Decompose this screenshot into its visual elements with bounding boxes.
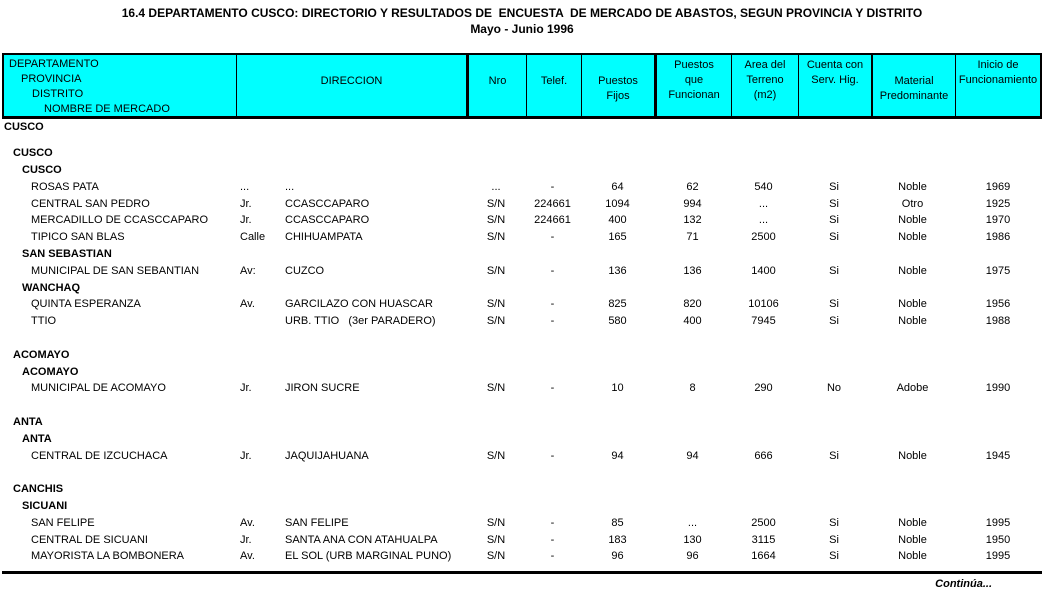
cell-nro: S/N [486,231,506,244]
cell-market-name: TIPICO SAN BLAS [31,231,125,244]
cell-nro: S/N [486,382,506,395]
cell-via: Av. [240,298,255,311]
district-row [2,162,1042,179]
cell-puestos-funcionan: 994 [683,197,702,210]
report-title: 16.4 DEPARTAMENTO CUSCO: DIRECTORIO Y RESULTADOS DE ENCUESTA DE MERCADO DE ABASTOS, SEGUN PROVINCIA Y DISTRITO [121,6,923,20]
cell-via: Jr. [240,197,252,210]
cell-area-terreno: 10106 [748,298,779,311]
cell-puestos-fijos: 183 [608,533,627,546]
cell-serv-hig: Si [829,315,839,328]
bottom-rule [2,571,1042,574]
col-header-area-terreno: Area del Terreno (m2) [732,55,799,116]
cell-inicio: 1925 [985,197,1011,210]
department-label: CUSCO [4,121,44,134]
cell-telef: - [550,315,555,328]
cell-via: Jr. [240,449,252,462]
cell-telef: - [550,550,555,563]
cell-area-terreno: 2500 [751,231,776,244]
cell-material: Noble [898,231,927,244]
cell-puestos-funcionan: 96 [686,550,699,563]
cell-street: CCASCCAPARO [285,197,370,210]
cell-material: Noble [898,516,927,529]
cell-puestos-funcionan: 71 [686,231,699,244]
col-header-departamento: DEPARTAMENTO [9,58,99,70]
table-row [2,212,1042,229]
cell-inicio: 1970 [985,214,1011,227]
cell-nro: S/N [486,197,506,210]
cell-street: JAQUIJAHUANA [285,449,369,462]
cell-market-name: ROSAS PATA [31,180,99,193]
cell-area-terreno: 1664 [751,550,776,563]
spacer-row [2,464,1042,481]
cell-puestos-funcionan: 8 [689,382,696,395]
cell-area-terreno: 666 [754,449,773,462]
cell-serv-hig: Si [829,533,839,546]
col-header-nro: Nro [469,55,527,116]
cell-area-terreno: 540 [754,180,773,193]
cell-material: Noble [898,449,927,462]
cell-nro: S/N [486,315,506,328]
district-row [2,246,1042,263]
cell-nro: S/N [486,449,506,462]
col-header-puestos-funcionan: Puestos que Funcionan [657,55,732,116]
cell-puestos-funcionan: ... [687,516,698,529]
cell-nro: S/N [486,516,506,529]
table-row [2,229,1042,246]
cell-puestos-funcionan: 136 [683,264,702,277]
cell-area-terreno: 290 [754,382,773,395]
col-header-distrito: DISTRITO [32,88,84,100]
cell-puestos-fijos: 165 [608,231,627,244]
cell-telef: - [550,449,555,462]
cell-via: Av: [240,264,256,277]
province-row [2,346,1042,363]
cell-inicio: 1986 [985,231,1011,244]
cell-puestos-fijos: 10 [611,382,624,395]
col-header-puestos-fijos: Puestos Fijos [582,55,657,116]
col-header-telef: Telef. [527,55,582,116]
cell-material: Noble [898,550,927,563]
cell-inicio: 1956 [985,298,1011,311]
cell-street: GARCILAZO CON HUASCAR [285,298,433,311]
province-label: CANCHIS [13,483,64,496]
cell-inicio: 1945 [985,449,1011,462]
cell-inicio: 1969 [985,180,1011,193]
cell-market-name: MERCADILLO DE CCASCCAPARO [31,214,209,227]
table-body [2,119,1042,565]
cell-puestos-fijos: 94 [611,449,624,462]
cell-serv-hig: Si [829,231,839,244]
cell-telef: - [550,264,555,277]
district-row [2,279,1042,296]
table-row [2,531,1042,548]
cell-street: EL SOL (URB MARGINAL PUNO) [285,550,452,563]
cell-market-name: QUINTA ESPERANZA [31,298,141,311]
cell-telef: - [550,180,555,193]
col-header-provincia: PROVINCIA [21,73,82,85]
cell-nro: S/N [486,264,506,277]
cell-nro: S/N [486,298,506,311]
cell-via: Av. [240,550,255,563]
district-label: SICUANI [22,499,68,512]
cell-puestos-funcionan: 400 [683,315,702,328]
cell-puestos-fijos: 400 [608,214,627,227]
district-row [2,363,1042,380]
continuation-note: Continúa... [935,578,992,590]
cell-puestos-funcionan: 820 [683,298,702,311]
cell-inicio: 1950 [985,533,1011,546]
cell-via: Jr. [240,214,252,227]
table-row [2,262,1042,279]
col-header-serv-hig: Cuenta con Serv. Hig. [799,55,873,116]
table-row [2,548,1042,565]
cell-nro: ... [491,180,501,193]
cell-material: Noble [898,533,927,546]
table-row [2,178,1042,195]
cell-serv-hig: Si [829,214,839,227]
province-label: ACOMAYO [13,348,70,361]
cell-serv-hig: Si [829,298,839,311]
cell-serv-hig: Si [829,516,839,529]
cell-puestos-funcionan: 130 [683,533,702,546]
cell-street: CHIHUAMPATA [285,231,363,244]
cell-nro: S/N [486,214,506,227]
table-row [2,447,1042,464]
province-label: ANTA [13,415,43,428]
cell-area-terreno: 7945 [751,315,776,328]
cell-material: Adobe [896,382,929,395]
spacer-row [2,330,1042,347]
cell-via: Jr. [240,382,252,395]
cell-market-name: MUNICIPAL DE SAN SEBANTIAN [31,264,200,277]
cell-telef: - [550,516,555,529]
cell-material: Noble [898,298,927,311]
cell-street: ... [285,180,295,193]
cell-puestos-fijos: 580 [608,315,627,328]
district-row [2,498,1042,515]
cell-puestos-fijos: 1094 [605,197,630,210]
col-header-nombre-de-mercado: NOMBRE DE MERCADO [44,103,170,115]
district-label: ANTA [22,432,52,445]
province-row [2,414,1042,431]
cell-market-name: TTIO [31,315,57,328]
cell-telef: - [550,533,555,546]
spacer-row [2,397,1042,414]
table-header [2,53,1042,119]
cell-puestos-fijos: 85 [611,516,624,529]
department-row [2,119,1042,136]
cell-market-name: CENTRAL DE SICUANI [31,533,148,546]
table-row [2,514,1042,531]
cell-street: CCASCCAPARO [285,214,370,227]
district-label: WANCHAQ [22,281,81,294]
cell-market-name: MAYORISTA LA BOMBONERA [31,550,185,563]
cell-material: Noble [898,315,927,328]
cell-serv-hig: Si [829,180,839,193]
cell-material: Noble [898,214,927,227]
cell-street: SAN FELIPE [285,516,349,529]
cell-inicio: 1995 [985,516,1011,529]
cell-inicio: 1975 [985,264,1011,277]
district-label: CUSCO [22,163,62,176]
cell-puestos-funcionan: 62 [686,180,699,193]
cell-puestos-fijos: 96 [611,550,624,563]
district-label: SAN SEBASTIAN [22,247,112,260]
table-row [2,313,1042,330]
cell-nro: S/N [486,533,506,546]
cell-inicio: 1995 [985,550,1011,563]
col-header-direccion: DIRECCION [237,55,469,116]
cell-market-name: SAN FELIPE [31,516,95,529]
cell-inicio: 1988 [985,315,1011,328]
cell-material: Noble [898,264,927,277]
cell-puestos-fijos: 64 [611,180,624,193]
cell-area-terreno: ... [758,214,769,227]
cell-telef: - [550,298,555,311]
cell-telef: - [550,231,555,244]
cell-inicio: 1990 [985,382,1011,395]
cell-serv-hig: No [826,382,842,395]
cell-via: Jr. [240,533,252,546]
table-row [2,296,1042,313]
cell-telef: - [550,382,555,395]
province-label: CUSCO [13,147,53,160]
report-period: Mayo - Junio 1996 [470,22,574,36]
district-row [2,430,1042,447]
cell-puestos-fijos: 136 [608,264,627,277]
table-row [2,380,1042,397]
cell-serv-hig: Si [829,449,839,462]
cell-puestos-fijos: 825 [608,298,627,311]
cell-area-terreno: 1400 [751,264,776,277]
cell-puestos-funcionan: 94 [686,449,699,462]
cell-area-terreno: 3115 [751,533,776,546]
cell-puestos-funcionan: 132 [683,214,702,227]
cell-area-terreno: 2500 [751,516,776,529]
cell-area-terreno: ... [758,197,769,210]
col-header-material: Material Predominante [873,55,956,116]
cell-market-name: MUNICIPAL DE ACOMAYO [31,382,166,395]
cell-serv-hig: Si [829,264,839,277]
cell-serv-hig: Si [829,550,839,563]
col-header-inicio: Inicio de Funcionamiento [958,59,1038,86]
cell-market-name: CENTRAL DE IZCUCHACA [31,449,168,462]
province-row [2,481,1042,498]
cell-material: Otro [901,197,924,210]
col-header-hierarchy [4,55,237,116]
cell-telef: 224661 [534,214,571,227]
cell-material: Noble [898,180,927,193]
table-row [2,195,1042,212]
spacer-small [2,136,1042,145]
cell-street: JIRON SUCRE [285,382,360,395]
cell-via: Calle [240,231,266,244]
cell-nro: S/N [486,550,506,563]
cell-street: CUZCO [285,264,325,277]
province-row [2,145,1042,162]
district-label: ACOMAYO [22,365,79,378]
cell-market-name: CENTRAL SAN PEDRO [31,197,150,210]
cell-serv-hig: Si [829,197,839,210]
cell-street: URB. TTIO (3er PARADERO) [285,315,436,328]
cell-street: SANTA ANA CON ATAHUALPA [285,533,438,546]
cell-via: ... [240,180,250,193]
cell-via: Av. [240,516,255,529]
cell-telef: 224661 [534,197,571,210]
